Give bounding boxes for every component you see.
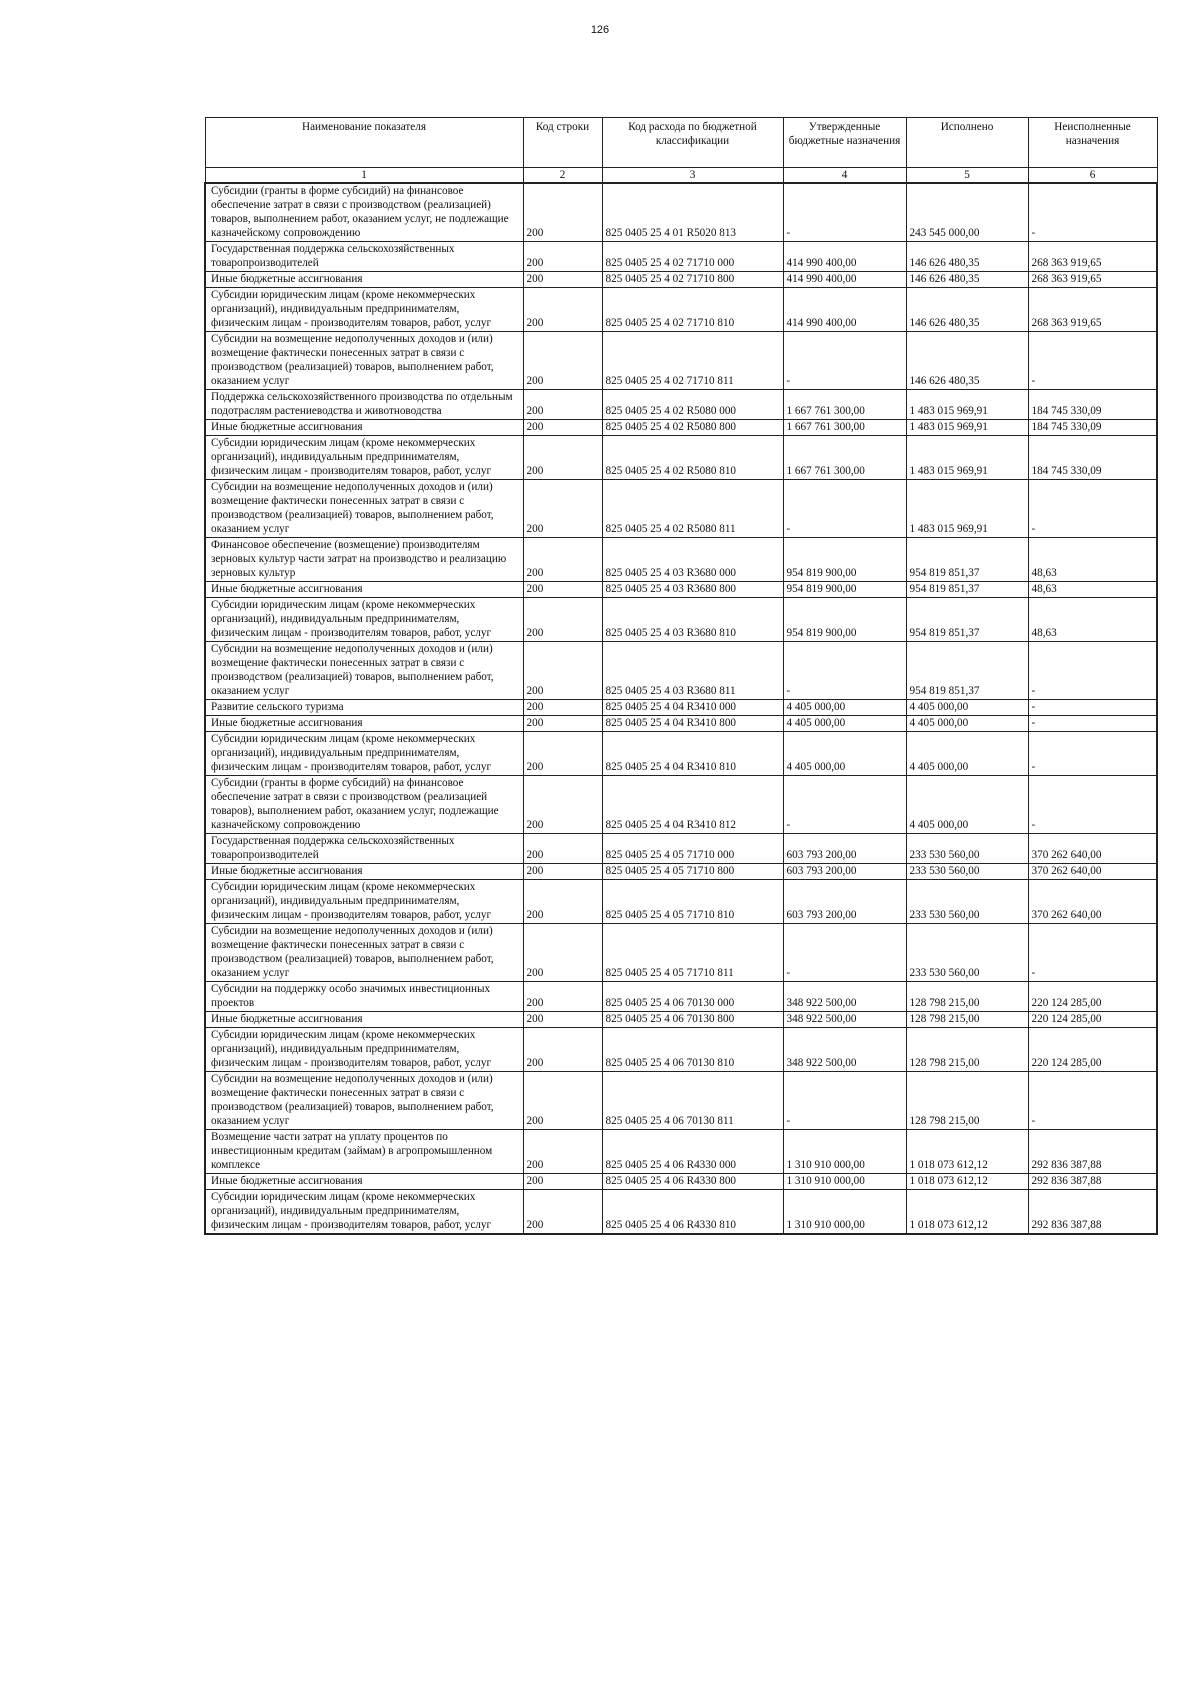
row-name-cell: Иные бюджетные ассигнования (205, 864, 523, 880)
row-name-cell: Субсидии на возмещение недополученных доходов и (или) возмещение фактически понесенных затрат в связи с производством (реализацией) товаров, выполнением работ, оказанием услуг (205, 1072, 523, 1130)
row-budget-code-cell: 825 0405 25 4 02 71710 810 (602, 288, 783, 332)
row-executed-cell: 4 405 000,00 (906, 776, 1028, 834)
table-row (205, 242, 1157, 272)
row-approved-cell: 414 990 400,00 (783, 242, 906, 272)
column-header-approved: Утвержденные бюджетные назначения (783, 118, 906, 168)
row-executed-cell: 1 483 015 969,91 (906, 436, 1028, 480)
row-budget-code-cell: 825 0405 25 4 06 R4330 000 (602, 1130, 783, 1174)
row-line-code-cell: 200 (523, 834, 602, 864)
table-row (205, 642, 1157, 700)
row-unexecuted-cell: - (1028, 776, 1157, 834)
row-approved-cell: - (783, 480, 906, 538)
row-name-cell: Развитие сельского туризма (205, 700, 523, 716)
row-executed-cell: 954 819 851,37 (906, 598, 1028, 642)
row-line-code-cell: 200 (523, 390, 602, 420)
row-name-cell: Государственная поддержка сельскохозяйственных товаропроизводителей (205, 242, 523, 272)
row-unexecuted-cell: 370 262 640,00 (1028, 864, 1157, 880)
table-row (205, 1028, 1157, 1072)
column-number: 2 (523, 168, 602, 184)
table-row (205, 982, 1157, 1012)
row-line-code-cell: 200 (523, 420, 602, 436)
row-budget-code-cell: 825 0405 25 4 02 R5080 000 (602, 390, 783, 420)
row-name-cell: Государственная поддержка сельскохозяйственных товаропроизводителей (205, 834, 523, 864)
table-row (205, 880, 1157, 924)
row-unexecuted-cell: 292 836 387,88 (1028, 1190, 1157, 1235)
row-unexecuted-cell: - (1028, 332, 1157, 390)
row-unexecuted-cell: - (1028, 732, 1157, 776)
row-approved-cell: 4 405 000,00 (783, 732, 906, 776)
row-budget-code-cell: 825 0405 25 4 02 71710 000 (602, 242, 783, 272)
row-name-cell: Иные бюджетные ассигнования (205, 420, 523, 436)
row-approved-cell: 1 667 761 300,00 (783, 390, 906, 420)
row-line-code-cell: 200 (523, 242, 602, 272)
row-approved-cell: 414 990 400,00 (783, 272, 906, 288)
row-unexecuted-cell: 268 363 919,65 (1028, 288, 1157, 332)
row-unexecuted-cell: 220 124 285,00 (1028, 1012, 1157, 1028)
column-header-budget-code: Код расхода по бюджетной классификации (602, 118, 783, 168)
table-row (205, 332, 1157, 390)
table-row (205, 1130, 1157, 1174)
row-name-cell: Субсидии юридическим лицам (кроме некоммерческих организаций), индивидуальным предпринимателям, физическим лицам - производителям товаров, работ, услуг (205, 436, 523, 480)
row-line-code-cell: 200 (523, 538, 602, 582)
row-unexecuted-cell: 48,63 (1028, 582, 1157, 598)
row-budget-code-cell: 825 0405 25 4 06 R4330 800 (602, 1174, 783, 1190)
table-row (205, 1072, 1157, 1130)
row-budget-code-cell: 825 0405 25 4 05 71710 811 (602, 924, 783, 982)
row-executed-cell: 146 626 480,35 (906, 332, 1028, 390)
table-row (205, 700, 1157, 716)
row-approved-cell: - (783, 332, 906, 390)
row-line-code-cell: 200 (523, 288, 602, 332)
column-number: 3 (602, 168, 783, 184)
row-unexecuted-cell: 292 836 387,88 (1028, 1130, 1157, 1174)
row-approved-cell: 603 793 200,00 (783, 880, 906, 924)
row-executed-cell: 954 819 851,37 (906, 538, 1028, 582)
row-budget-code-cell: 825 0405 25 4 05 71710 000 (602, 834, 783, 864)
row-approved-cell: 1 310 910 000,00 (783, 1174, 906, 1190)
row-name-cell: Иные бюджетные ассигнования (205, 716, 523, 732)
row-budget-code-cell: 825 0405 25 4 06 70130 800 (602, 1012, 783, 1028)
column-number: 5 (906, 168, 1028, 184)
row-approved-cell: 954 819 900,00 (783, 598, 906, 642)
row-unexecuted-cell: 184 745 330,09 (1028, 420, 1157, 436)
row-budget-code-cell: 825 0405 25 4 02 71710 800 (602, 272, 783, 288)
row-budget-code-cell: 825 0405 25 4 03 R3680 811 (602, 642, 783, 700)
column-number: 1 (205, 168, 523, 184)
row-name-cell: Субсидии на возмещение недополученных доходов и (или) возмещение фактически понесенных затрат в связи с производством (реализацией) товаров, выполнением работ, оказанием услуг (205, 642, 523, 700)
row-executed-cell: 128 798 215,00 (906, 1012, 1028, 1028)
table-row (205, 732, 1157, 776)
table-row (205, 834, 1157, 864)
row-executed-cell: 1 483 015 969,91 (906, 390, 1028, 420)
row-approved-cell: - (783, 776, 906, 834)
row-executed-cell: 146 626 480,35 (906, 272, 1028, 288)
row-budget-code-cell: 825 0405 25 4 03 R3680 800 (602, 582, 783, 598)
row-line-code-cell: 200 (523, 183, 602, 242)
row-executed-cell: 233 530 560,00 (906, 834, 1028, 864)
row-approved-cell: - (783, 1072, 906, 1130)
table-row (205, 1190, 1157, 1235)
row-executed-cell: 233 530 560,00 (906, 864, 1028, 880)
row-unexecuted-cell: 48,63 (1028, 538, 1157, 582)
table-row (205, 1174, 1157, 1190)
row-unexecuted-cell: 220 124 285,00 (1028, 1028, 1157, 1072)
table-row (205, 1012, 1157, 1028)
row-executed-cell: 954 819 851,37 (906, 582, 1028, 598)
row-approved-cell: 414 990 400,00 (783, 288, 906, 332)
row-executed-cell: 243 545 000,00 (906, 183, 1028, 242)
row-budget-code-cell: 825 0405 25 4 02 R5080 800 (602, 420, 783, 436)
row-line-code-cell: 200 (523, 598, 602, 642)
table-row (205, 716, 1157, 732)
row-executed-cell: 128 798 215,00 (906, 982, 1028, 1012)
row-name-cell: Субсидии юридическим лицам (кроме некоммерческих организаций), индивидуальным предпринимателям, физическим лицам - производителям товаров, работ, услуг (205, 598, 523, 642)
row-line-code-cell: 200 (523, 272, 602, 288)
row-budget-code-cell: 825 0405 25 4 01 R5020 813 (602, 183, 783, 242)
row-line-code-cell: 200 (523, 716, 602, 732)
row-unexecuted-cell: 184 745 330,09 (1028, 390, 1157, 420)
row-name-cell: Субсидии юридическим лицам (кроме некоммерческих организаций), индивидуальным предпринимателям, физическим лицам - производителям товаров, работ, услуг (205, 880, 523, 924)
row-line-code-cell: 200 (523, 332, 602, 390)
column-header-line-code: Код строки (523, 118, 602, 168)
row-budget-code-cell: 825 0405 25 4 05 71710 800 (602, 864, 783, 880)
row-name-cell: Поддержка сельскохозяйственного производства по отдельным подотраслям растениеводства и животноводства (205, 390, 523, 420)
table-row (205, 288, 1157, 332)
row-line-code-cell: 200 (523, 924, 602, 982)
row-approved-cell: 348 922 500,00 (783, 1012, 906, 1028)
row-executed-cell: 146 626 480,35 (906, 242, 1028, 272)
row-line-code-cell: 200 (523, 1012, 602, 1028)
row-approved-cell: 1 310 910 000,00 (783, 1190, 906, 1235)
row-executed-cell: 4 405 000,00 (906, 700, 1028, 716)
row-name-cell: Субсидии (гранты в форме субсидий) на финансовое обеспечение затрат в связи с производством (реализацией) товаров, выполнением работ, оказанием услуг, не подлежащие казначейскому сопровождению (205, 183, 523, 242)
row-line-code-cell: 200 (523, 480, 602, 538)
column-header-unexecuted: Неисполненные назначения (1028, 118, 1157, 168)
row-executed-cell: 4 405 000,00 (906, 716, 1028, 732)
row-name-cell: Субсидии на возмещение недополученных доходов и (или) возмещение фактически понесенных затрат в связи с производством (реализацией) товаров, выполнением работ, оказанием услуг (205, 480, 523, 538)
table-body (205, 183, 1157, 1234)
row-name-cell: Субсидии юридическим лицам (кроме некоммерческих организаций), индивидуальным предпринимателям, физическим лицам - производителям товаров, работ, услуг (205, 732, 523, 776)
row-executed-cell: 1 018 073 612,12 (906, 1130, 1028, 1174)
row-line-code-cell: 200 (523, 864, 602, 880)
row-budget-code-cell: 825 0405 25 4 06 R4330 810 (602, 1190, 783, 1235)
row-approved-cell: - (783, 183, 906, 242)
row-approved-cell: 4 405 000,00 (783, 716, 906, 732)
row-name-cell: Возмещение части затрат на уплату процентов по инвестиционным кредитам (займам) в агропромышленном комплексе (205, 1130, 523, 1174)
row-executed-cell: 1 483 015 969,91 (906, 480, 1028, 538)
row-executed-cell: 954 819 851,37 (906, 642, 1028, 700)
column-header-executed: Исполнено (906, 118, 1028, 168)
row-name-cell: Иные бюджетные ассигнования (205, 1012, 523, 1028)
row-budget-code-cell: 825 0405 25 4 06 70130 810 (602, 1028, 783, 1072)
row-unexecuted-cell: 220 124 285,00 (1028, 982, 1157, 1012)
row-executed-cell: 4 405 000,00 (906, 732, 1028, 776)
row-executed-cell: 146 626 480,35 (906, 288, 1028, 332)
row-approved-cell: 954 819 900,00 (783, 582, 906, 598)
column-number: 6 (1028, 168, 1157, 184)
row-budget-code-cell: 825 0405 25 4 03 R3680 810 (602, 598, 783, 642)
table-row (205, 776, 1157, 834)
row-budget-code-cell: 825 0405 25 4 04 R3410 810 (602, 732, 783, 776)
table-row (205, 183, 1157, 242)
row-executed-cell: 1 483 015 969,91 (906, 420, 1028, 436)
table-row (205, 480, 1157, 538)
row-line-code-cell: 200 (523, 642, 602, 700)
row-name-cell: Субсидии юридическим лицам (кроме некоммерческих организаций), индивидуальным предпринимателям, физическим лицам - производителям товаров, работ, услуг (205, 288, 523, 332)
row-line-code-cell: 200 (523, 982, 602, 1012)
table-row (205, 436, 1157, 480)
row-approved-cell: 603 793 200,00 (783, 834, 906, 864)
row-line-code-cell: 200 (523, 1028, 602, 1072)
row-unexecuted-cell: 268 363 919,65 (1028, 242, 1157, 272)
row-line-code-cell: 200 (523, 1190, 602, 1235)
row-name-cell: Финансовое обеспечение (возмещение) производителям зерновых культур части затрат на производство и реализацию зерновых культур (205, 538, 523, 582)
row-approved-cell: 603 793 200,00 (783, 864, 906, 880)
row-name-cell: Субсидии на поддержку особо значимых инвестиционных проектов (205, 982, 523, 1012)
table-row (205, 390, 1157, 420)
row-unexecuted-cell: 370 262 640,00 (1028, 880, 1157, 924)
row-budget-code-cell: 825 0405 25 4 06 70130 811 (602, 1072, 783, 1130)
row-line-code-cell: 200 (523, 582, 602, 598)
table-row (205, 864, 1157, 880)
row-executed-cell: 128 798 215,00 (906, 1028, 1028, 1072)
row-unexecuted-cell: - (1028, 642, 1157, 700)
table-row (205, 420, 1157, 436)
row-name-cell: Субсидии на возмещение недополученных доходов и (или) возмещение фактически понесенных затрат в связи с производством (реализацией) товаров, выполнением работ, оказанием услуг (205, 924, 523, 982)
row-unexecuted-cell: 184 745 330,09 (1028, 436, 1157, 480)
row-budget-code-cell: 825 0405 25 4 04 R3410 800 (602, 716, 783, 732)
row-approved-cell: - (783, 642, 906, 700)
row-name-cell: Иные бюджетные ассигнования (205, 582, 523, 598)
row-budget-code-cell: 825 0405 25 4 04 R3410 812 (602, 776, 783, 834)
row-line-code-cell: 200 (523, 732, 602, 776)
row-executed-cell: 233 530 560,00 (906, 880, 1028, 924)
row-line-code-cell: 200 (523, 1174, 602, 1190)
row-approved-cell: 954 819 900,00 (783, 538, 906, 582)
row-executed-cell: 233 530 560,00 (906, 924, 1028, 982)
row-unexecuted-cell: - (1028, 183, 1157, 242)
row-line-code-cell: 200 (523, 1130, 602, 1174)
row-unexecuted-cell: 48,63 (1028, 598, 1157, 642)
row-unexecuted-cell: - (1028, 1072, 1157, 1130)
row-name-cell: Субсидии (гранты в форме субсидий) на финансовое обеспечение затрат в связи с производством (реализацией товаров), выполнением работ, оказанием услуг, подлежащие казначейскому сопровождению (205, 776, 523, 834)
row-budget-code-cell: 825 0405 25 4 02 R5080 811 (602, 480, 783, 538)
row-unexecuted-cell: - (1028, 480, 1157, 538)
row-approved-cell: 1 667 761 300,00 (783, 436, 906, 480)
table-row (205, 582, 1157, 598)
row-executed-cell: 1 018 073 612,12 (906, 1190, 1028, 1235)
row-executed-cell: 1 018 073 612,12 (906, 1174, 1028, 1190)
budget-execution-table (204, 117, 1158, 1235)
row-budget-code-cell: 825 0405 25 4 06 70130 000 (602, 982, 783, 1012)
row-line-code-cell: 200 (523, 436, 602, 480)
row-approved-cell: 348 922 500,00 (783, 1028, 906, 1072)
row-line-code-cell: 200 (523, 700, 602, 716)
table-row (205, 924, 1157, 982)
row-budget-code-cell: 825 0405 25 4 02 R5080 810 (602, 436, 783, 480)
row-unexecuted-cell: 292 836 387,88 (1028, 1174, 1157, 1190)
table-row (205, 598, 1157, 642)
row-name-cell: Иные бюджетные ассигнования (205, 1174, 523, 1190)
row-approved-cell: 4 405 000,00 (783, 700, 906, 716)
table-header-row (205, 118, 1157, 168)
column-number: 4 (783, 168, 906, 184)
row-budget-code-cell: 825 0405 25 4 04 R3410 000 (602, 700, 783, 716)
row-unexecuted-cell: 370 262 640,00 (1028, 834, 1157, 864)
row-line-code-cell: 200 (523, 776, 602, 834)
row-name-cell: Субсидии на возмещение недополученных доходов и (или) возмещение фактически понесенных затрат в связи с производством (реализацией) товаров, выполнением работ, оказанием услуг (205, 332, 523, 390)
row-name-cell: Субсидии юридическим лицам (кроме некоммерческих организаций), индивидуальным предпринимателям, физическим лицам - производителям товаров, работ, услуг (205, 1028, 523, 1072)
table-row (205, 538, 1157, 582)
page-number: 126 (590, 24, 610, 36)
row-approved-cell: 1 310 910 000,00 (783, 1130, 906, 1174)
row-executed-cell: 128 798 215,00 (906, 1072, 1028, 1130)
row-approved-cell: - (783, 924, 906, 982)
column-number-row (205, 168, 1157, 184)
row-unexecuted-cell: - (1028, 700, 1157, 716)
row-budget-code-cell: 825 0405 25 4 02 71710 811 (602, 332, 783, 390)
row-approved-cell: 1 667 761 300,00 (783, 420, 906, 436)
row-name-cell: Иные бюджетные ассигнования (205, 272, 523, 288)
row-budget-code-cell: 825 0405 25 4 03 R3680 000 (602, 538, 783, 582)
row-line-code-cell: 200 (523, 1072, 602, 1130)
row-line-code-cell: 200 (523, 880, 602, 924)
row-unexecuted-cell: - (1028, 924, 1157, 982)
row-unexecuted-cell: - (1028, 716, 1157, 732)
row-budget-code-cell: 825 0405 25 4 05 71710 810 (602, 880, 783, 924)
row-name-cell: Субсидии юридическим лицам (кроме некоммерческих организаций), индивидуальным предпринимателям, физическим лицам - производителям товаров, работ, услуг (205, 1190, 523, 1235)
column-header-name: Наименование показателя (205, 118, 523, 168)
row-approved-cell: 348 922 500,00 (783, 982, 906, 1012)
table-row (205, 272, 1157, 288)
row-unexecuted-cell: 268 363 919,65 (1028, 272, 1157, 288)
